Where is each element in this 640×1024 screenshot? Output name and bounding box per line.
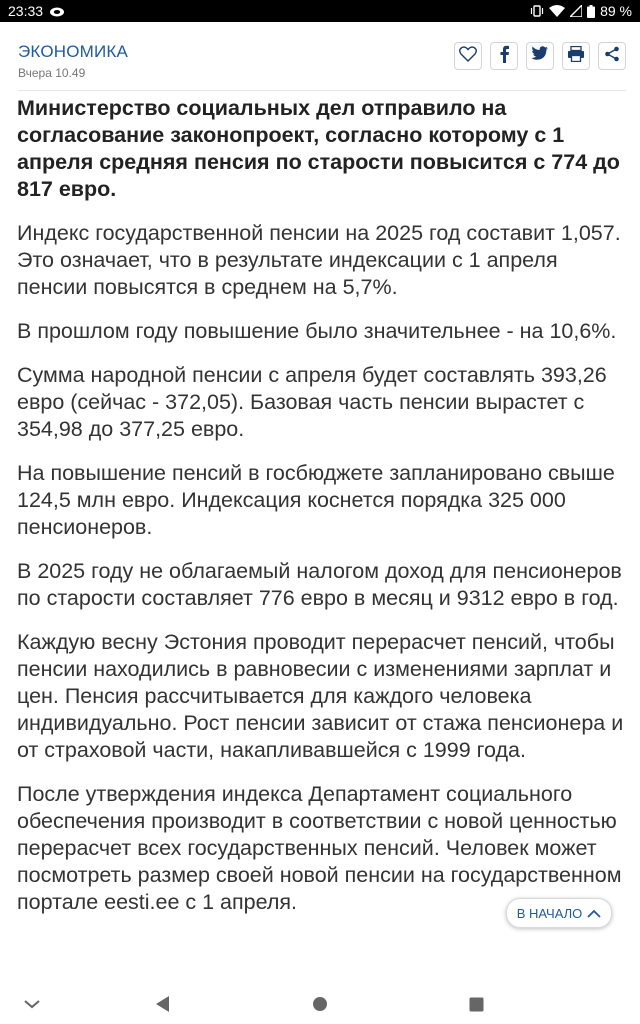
favorite-count-icon	[459, 46, 477, 67]
article-paragraph: В 2025 году не облагаемый налогом доход для пенсионеров по старости составляет 776 евро в месяц и 9312 евро в год.	[17, 559, 622, 610]
article-body	[17, 95, 625, 916]
article-paragraph: Каждую весну Эстония проводит перерасчет пенсий, чтобы пенсии находились в равновесии с изменениями зарплат и цен. Пенсия рассчитывается для каждого человека индивидуально. Рост пенсии зависит от стажа пенсионера и от страховой части, накапливавшейся с 1999 года.	[17, 630, 624, 762]
category-link[interactable]: ЭКОНОМИКА	[18, 42, 129, 61]
status-time: 23:33	[8, 3, 44, 19]
signal-icon	[570, 5, 582, 17]
battery-icon	[587, 5, 595, 18]
twitter-share-button[interactable]	[526, 42, 554, 70]
article-paragraph: Индекс государственной пенсии на 2025 год составит 1,057. Это означает, что в результате индексации с 1 апреля пенсии повысятся в среднем на 5,7%.	[17, 221, 621, 299]
share-button[interactable]	[598, 42, 626, 70]
cloud-icon	[49, 6, 65, 17]
article-paragraph: После утверждения индекса Департамент социального обеспечения производит в соответствии с новой ценностью перерасчет всех государственных пенсий. Человек может посмотреть размер своей новой пенсии на государственном портале eesti.ee с 1 апреля.	[17, 782, 622, 914]
vibrate-icon	[530, 5, 544, 17]
publish-date: Вчера 10.49	[18, 66, 86, 80]
twitter-icon	[531, 46, 549, 66]
chevron-up-icon	[587, 906, 601, 921]
home-icon[interactable]	[308, 992, 332, 1016]
status-bar	[0, 0, 640, 22]
header-divider	[18, 90, 626, 91]
article-paragraph: Сумма народной пенсии с апреля будет составлять 393,26 евро (сейчас - 372,05). Базовая часть пенсии вырастет с 354,98 до 377,25 евро.	[17, 363, 607, 441]
favorite-button[interactable]	[454, 42, 482, 70]
back-to-top-button[interactable]	[506, 898, 612, 928]
wifi-icon	[549, 5, 565, 17]
print-icon	[567, 46, 585, 67]
facebook-share-button[interactable]	[490, 42, 518, 70]
facebook-icon	[498, 45, 510, 68]
share-toolbar	[454, 42, 626, 70]
back-to-top-label: В НАЧАЛО	[516, 905, 583, 921]
system-navigation-bar	[0, 984, 640, 1024]
recents-icon[interactable]	[464, 992, 488, 1016]
battery-level: 89 %	[600, 3, 632, 19]
article-paragraph: В прошлом году повышение было значительнее - на 10,6%.	[17, 319, 617, 343]
print-button[interactable]	[562, 42, 590, 70]
article-header	[18, 38, 626, 82]
collapse-chevron-icon[interactable]	[20, 992, 44, 1016]
article-lead: Министерство социальных дел отправило на согласование законопроект, согласно которому с 1 апреля средняя пенсия по старости повысится с 774 до 817 евро.	[17, 96, 620, 201]
share-icon	[604, 46, 620, 67]
article-paragraph: На повышение пенсий в госбюджете запланировано свыше 124,5 млн евро. Индексация коснется порядка 325 000 пенсионеров.	[17, 461, 615, 539]
back-icon[interactable]	[150, 992, 174, 1016]
